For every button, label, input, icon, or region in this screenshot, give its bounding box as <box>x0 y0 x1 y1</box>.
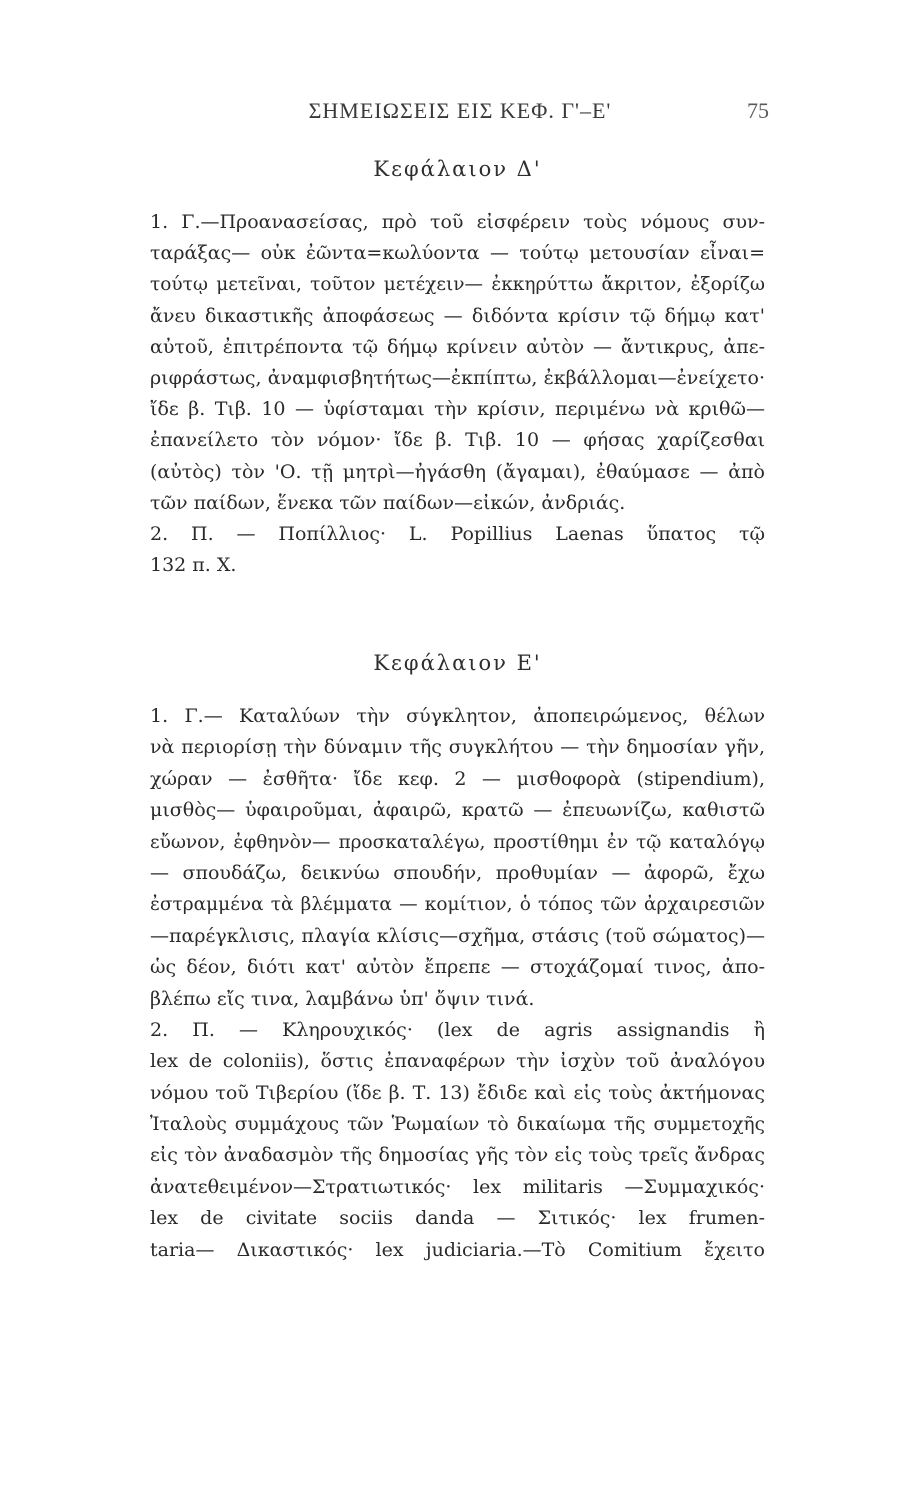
text-line: 2. Π. — Κληρουχικός· (lex de agris assignandis ἢ <box>150 1018 765 1041</box>
text-line: ἐστραμμένα τὰ βλέμματα — κομίτιον, ὁ τόπος τῶν ἀρχαιρεσιῶν <box>150 894 765 916</box>
text-line: — σπουδάζω, δεικνύω σπουδήν, προθυμίαν — ἀφορῶ, ἔχω <box>150 861 765 884</box>
text-line: ἀνατεθειμένον—Στρατιωτικός· lex militaris —Συμμαχικός· <box>150 1175 765 1198</box>
text-line: —παρέγκλισις, πλαγία κλίσις—σχῆμα, στάσις (τοῦ σώματος)— <box>150 924 765 947</box>
text-line: 1. Γ.—Προανασείσας, πρὸ τοῦ εἰσφέρειν τοὺς νόμους συν- <box>150 211 765 233</box>
text-line: lex de coloniis), ὅστις ἐπαναφέρων τὴν ἰσχὺν τοῦ ἀναλόγου <box>150 1050 765 1073</box>
text-line: τῶν παίδων, ἕνεκα τῶν παίδων—εἰκών, ἀνδριάς. <box>150 491 626 514</box>
page-number: 75 <box>747 98 769 123</box>
text-line: lex de civitate sociis danda — Σιτικός· lex frumen- <box>150 1207 765 1230</box>
text-line: Ἰταλοὺς συμμάχους τῶν Ῥωμαίων τὸ δικαίωμα τῆς συμμετοχῆς <box>150 1114 765 1136</box>
text-line: ἴδε β. Τιβ. 10 — ὑφίσταμαι τὴν κρίσιν, περιμένω νὰ κριθῶ— <box>150 398 765 421</box>
text-line: εἰς τὸν ἀναδασμὸν τῆς δημοσίας γῆς τὸν εἰς τοὺς τρεῖς ἄνδρας <box>150 1144 765 1167</box>
text-line: 2. Π. — Ποπίλλιος· L. Popillius Laenas ὕπατος τῷ <box>150 522 765 545</box>
text-line: νόμου τοῦ Τιβερίου (ἴδε β. Τ. 13) ἔδιδε καὶ εἰς τοὺς ἀκτήμονας <box>150 1081 765 1104</box>
text-line: ἄνευ δικαστικῆς ἀποφάσεως — διδόντα κρίσιν τῷ δήμῳ κατ' <box>150 304 765 327</box>
text-line: βλέπω εἴς τινα, λαμβάνω ὑπ' ὄψιν τινά. <box>150 987 535 1010</box>
text-line: αὐτοῦ, ἐπιτρέποντα τῷ δήμῳ κρίνειν αὐτὸν — ἄντικρυς, ἀπε- <box>150 335 765 358</box>
text-line: ἐπανείλετο τὸν νόμον· ἴδε β. Τιβ. 10 — φήσας χαρίζεσθαι <box>150 429 765 452</box>
text-line: χώραν — ἐσθῆτα· ἴδε κεφ. 2 — μισθοφορὰ (stipendium), <box>150 767 765 790</box>
text-line: εὔωνον, ἐφθηνὸν— προσκαταλέγω, προστίθημι ἐν τῷ καταλόγῳ <box>150 831 765 853</box>
chapter-heading-e: Κεφάλαιον Ε' <box>373 651 542 675</box>
chapter-heading-d: Κεφάλαιον Δ' <box>373 157 542 181</box>
text-line: 1. Γ.— Καταλύων τὴν σύγκλητον, ἀποπειρώμενος, θέλων <box>150 705 765 727</box>
chapter-e-notes <box>150 701 765 1266</box>
running-head: ΣΗΜΕΙΩΣΕΙΣ ΕΙΣ ΚΕΦ. Γ'–Ε' <box>308 98 612 123</box>
text-line: taria— Δικαστικός· lex judiciaria.—Τὸ Comitium ἔχειτο <box>150 1238 765 1261</box>
chapter-d-notes <box>150 207 765 581</box>
text-line: 132 π. Χ. <box>150 554 237 577</box>
text-line: νὰ περιορίσῃ τὴν δύναμιν τῆς συγκλήτου — τὴν δημοσίαν γῆν, <box>150 736 765 759</box>
text-line: τούτῳ μετεῖναι, τοῦτον μετέχειν— ἐκκηρύττω ἄκριτον, ἐξορίζω <box>150 274 765 296</box>
text-line: ριφράστως, ἀναμφισβητήτως—ἐκπίπτω, ἐκβάλλομαι—ἐνείχετο· <box>150 366 765 389</box>
text-line: (αὐτὸς) τὸν 'Ο. τῇ μητρὶ—ἠγάσθη (ἄγαμαι), ἐθαύμασε — ἀπὸ <box>150 460 765 483</box>
text-line: ταράξας— οὐκ ἐῶντα=κωλύοντα — τούτῳ μετουσίαν εἶναι= <box>150 242 765 265</box>
text-line: ὡς δέον, διότι κατ' αὐτὸν ἔπρεπε — στοχάζομαί τινος, ἀπο- <box>150 956 765 979</box>
text-line: μισθὸς— ὑφαιροῦμαι, ἀφαιρῶ, κρατῶ — ἐπευωνίζω, καθιστῶ <box>150 799 765 822</box>
